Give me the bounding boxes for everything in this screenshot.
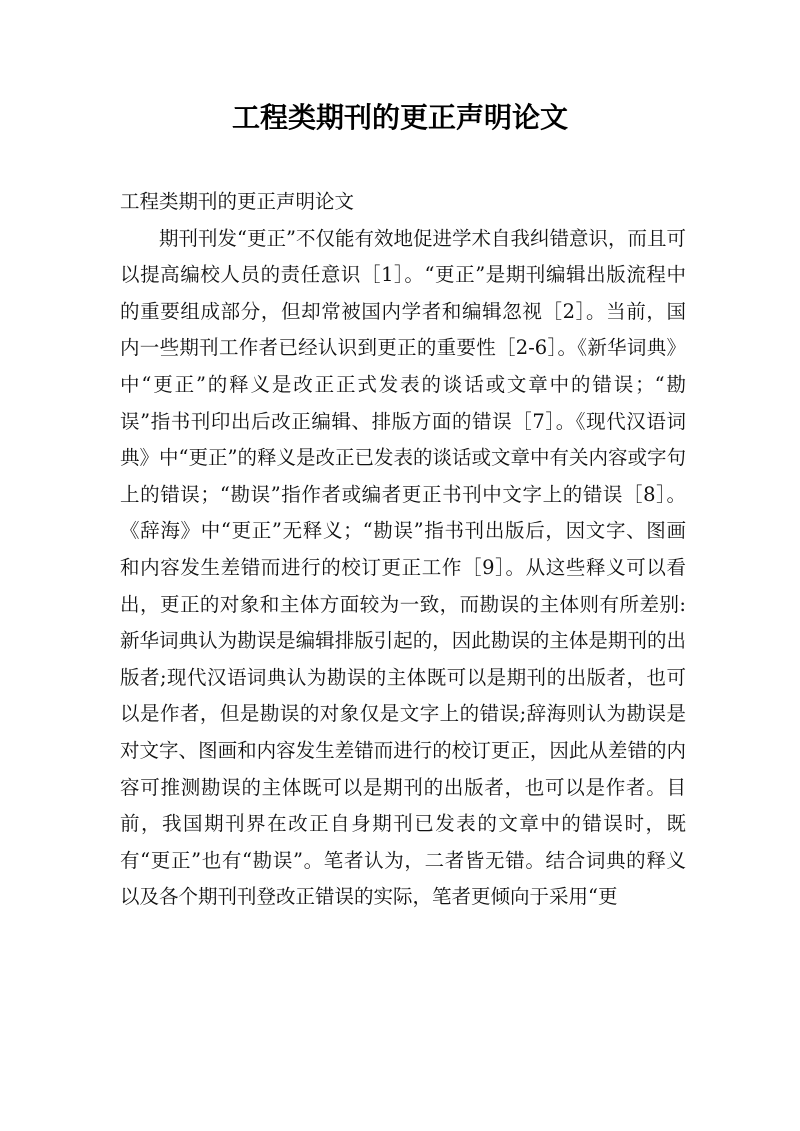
document-body — [120, 184, 686, 916]
body-paragraph: 期刊刊发“更正”不仅能有效地促进学术自我纠错意识，而且可以提高编校人员的责任意识［1］。“更正”是期刊编辑出版流程中的重要组成部分，但却常被国内学者和编辑忽视［2］。当前，国内一些期刊工作者已经认识到更正的重要性［2-6］。《新华词典》中“更正”的释义是改正正式发表的谈话或文章中的错误；“勘误”指书刊印出后改正编辑、排版方面的错误［7］。《现代汉语词典》中“更正”的释义是改正已发表的谈话或文章中有关内容或字句上的错误；“勘误”指作者或编者更正书刊中文字上的错误［8］。《辞海》中“更正”无释义；“勘误”指书刊出版后，因文字、图画和内容发生差错而进行的校订更正工作［9］。从这些释义可以看出，更正的对象和主体方面较为一致，而勘误的主体则有所差别:新华词典认为勘误是编辑排版引起的，因此勘误的主体是期刊的出版者;现代汉语词典认为勘误的主体既可以是期刊的出版者，也可以是作者，但是勘误的对象仅是文字上的错误;辞海则认为勘误是对文字、图画和内容发生差错而进行的校订更正，因此从差错的内容可推测勘误的主体既可以是期刊的出版者，也可以是作者。目前，我国期刊界在改正自身期刊已发表的文章中的错误时，既有“更正”也有“勘误”。笔者认为，二者皆无错。结合词典的释义以及各个期刊刊登改正错误的实际，笔者更倾向于采用“更 — [120, 226, 686, 909]
document-title: 工程类期刊的更正声明论文 — [231, 101, 568, 134]
document-subtitle: 工程类期刊的更正声明论文 — [120, 190, 355, 213]
